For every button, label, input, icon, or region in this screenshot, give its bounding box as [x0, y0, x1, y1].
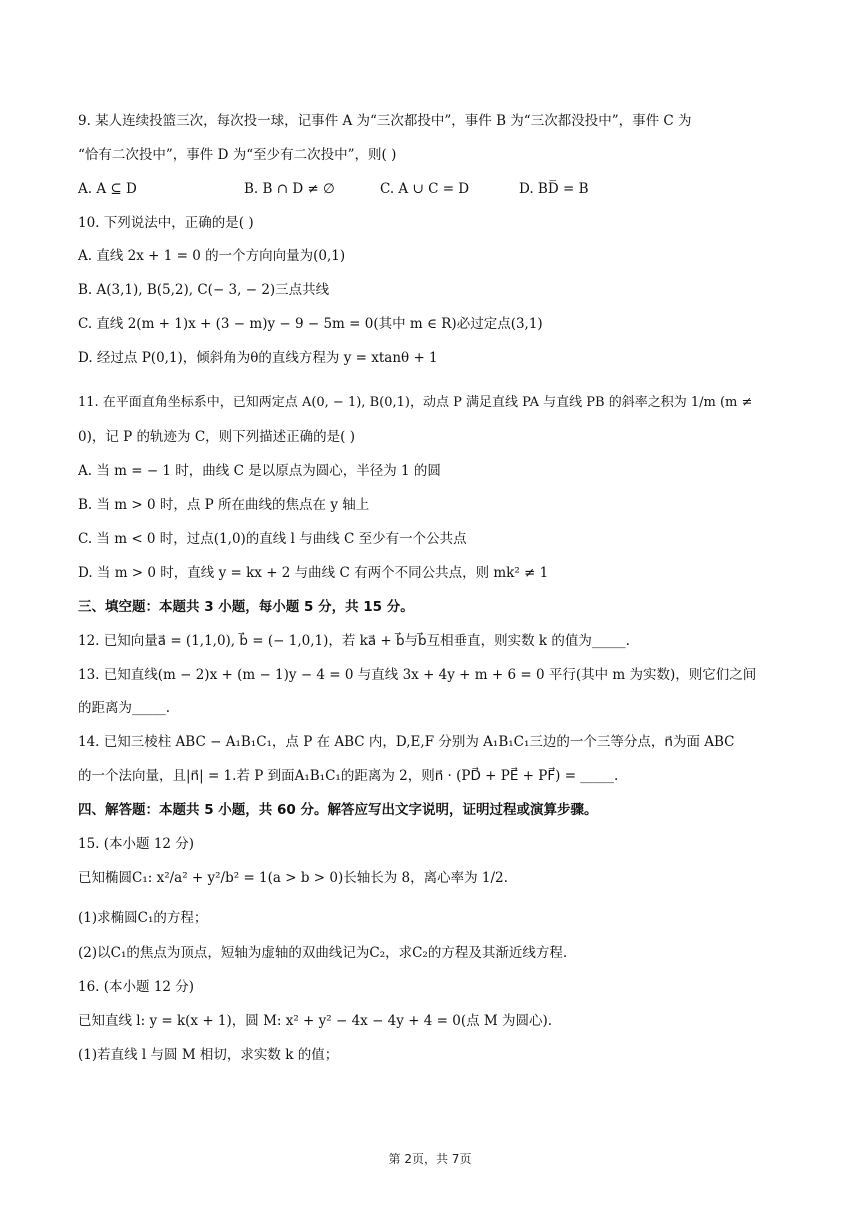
q11-option-b: B. 当 m > 0 时，点 P 所在曲线的焦点在 y 轴上 [78, 497, 370, 513]
section-answer-heading: 四、解答题：本题共 5 小题，共 60 分。解答应写出文字说明，证明过程或演算步骤。 [78, 802, 598, 818]
q14-line1: 14. 已知三棱柱 ABC − A₁B₁C₁，点 P 在 ABC 内，D,E,F 分别为 A₁B₁C₁三边的一个三等分点，n⃗为面 ABC [78, 734, 735, 750]
q9-line1: 9. 某人连续投篮三次，每次投一球，记事件 A 为“三次都投中”，事件 B 为“三次都没投中”，事件 C 为 [78, 113, 692, 129]
q15-part1: (1)求椭圆C₁的方程； [78, 910, 208, 926]
q9-option-d: D. BD̅ = B [519, 181, 589, 197]
q12-text: 12. 已知向量a⃗ = (1,1,0), b⃗ = (− 1,0,1)，若 ka⃗ + b⃗与b⃗互相垂直，则实数 k 的值为_____. [78, 633, 630, 649]
q14-line2: 的一个法向量，且|n⃗| = 1.若 P 到面A₁B₁C₁的距离为 2，则n⃗ · (PD⃗ + PE⃗ + PF⃗) = _____. [78, 768, 619, 784]
q10-option-b: B. A(3,1), B(5,2), C(− 3, − 2)三点共线 [78, 282, 330, 298]
q11-option-c: C. 当 m < 0 时，过点(1,0)的直线 l 与曲线 C 至少有一个公共点 [78, 531, 467, 547]
q11-line2: 0)，记 P 的轨迹为 C，则下列描述正确的是( ) [78, 429, 355, 445]
q10-stem: 10. 下列说法中，正确的是( ) [78, 215, 254, 231]
q11-option-a: A. 当 m = − 1 时，曲线 C 是以原点为圆心，半径为 1 的圆 [78, 463, 441, 479]
q10-option-c: C. 直线 2(m + 1)x + (3 − m)y − 9 − 5m = 0(其中 m ∈ R)必过定点(3,1) [78, 316, 543, 332]
q15-stem: 已知椭圆C₁: x²/a² + y²/b² = 1(a > b > 0)长轴长为 8，离心率为 1/2. [78, 870, 508, 886]
q10-option-d: D. 经过点 P(0,1)，倾斜角为θ的直线方程为 y = xtanθ + 1 [78, 350, 438, 366]
q9-option-b: B. B ∩ D ≠ ∅ [244, 181, 335, 197]
q13-line2: 的距离为_____. [78, 700, 171, 716]
q15-part2: (2)以C₁的焦点为顶点，短轴为虚轴的双曲线记为C₂，求C₂的方程及其渐近线方程. [78, 945, 568, 961]
q11-line1: 11. 在平面直角坐标系中，已知两定点 A(0, − 1), B(0,1)，动点 P 满足直线 PA 与直线 PB 的斜率之积为 1/m (m ≠ [78, 395, 753, 410]
q15-header: 15. (本小题 12 分) [78, 836, 195, 852]
q9-option-a: A. A ⊆ D [78, 181, 137, 197]
q10-option-a: A. 直线 2x + 1 = 0 的一个方向向量为(0,1) [78, 248, 346, 264]
q16-part1: (1)若直线 l 与圆 M 相切，求实数 k 的值； [78, 1047, 339, 1063]
section-fill-in-heading: 三、填空题：本题共 3 小题，每小题 5 分，共 15 分。 [78, 599, 414, 615]
q13-line1: 13. 已知直线(m − 2)x + (m − 1)y − 4 = 0 与直线 3x + 4y + m + 6 = 0 平行(其中 m 为实数)，则它们之间 [78, 667, 757, 683]
q16-header: 16. (本小题 12 分) [78, 979, 195, 995]
page-footer: 第 2页，共 7页 [388, 1152, 472, 1166]
q9-line2: “恰有二次投中”，事件 D 为“至少有二次投中”，则( ) [78, 147, 397, 163]
q16-stem: 已知直线 l: y = k(x + 1)，圆 M: x² + y² − 4x − 4y + 4 = 0(点 M 为圆心). [78, 1013, 553, 1029]
q9-option-c: C. A ∪ C = D [380, 181, 470, 197]
q11-option-d: D. 当 m > 0 时，直线 y = kx + 2 与曲线 C 有两个不同公共点，则 mk² ≠ 1 [78, 565, 549, 581]
